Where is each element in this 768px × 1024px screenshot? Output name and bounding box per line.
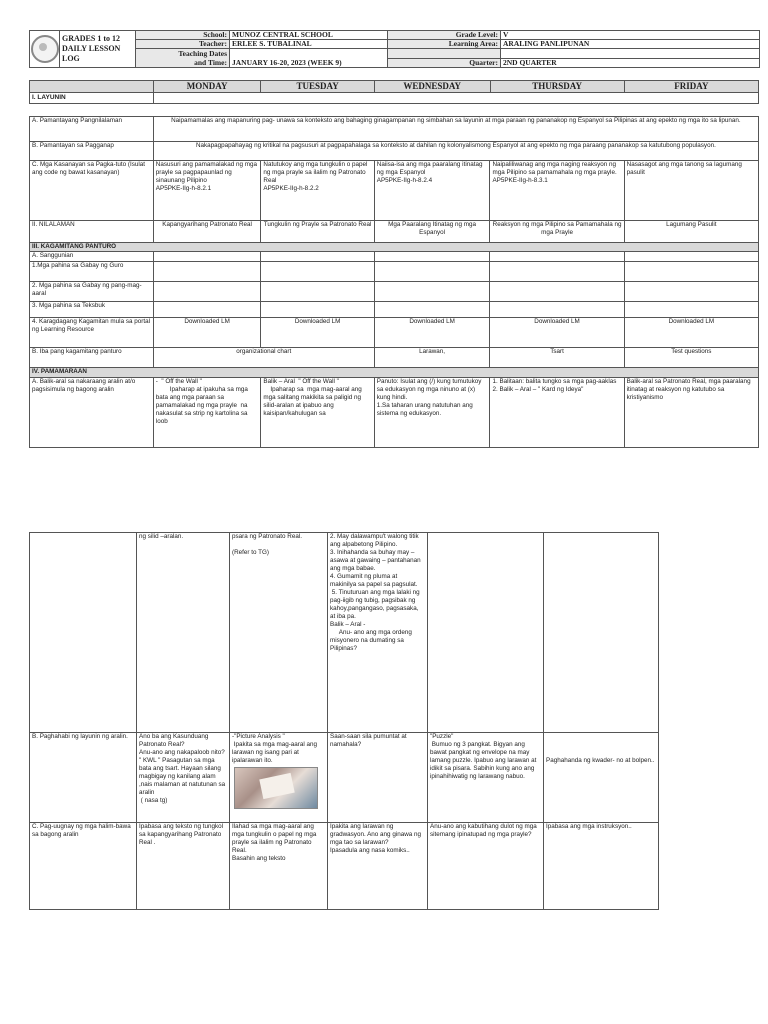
iba-pang-kagamitan-monday: organizational chart <box>153 348 374 368</box>
downloaded-lm-tuesday: Downloaded LM <box>261 318 374 348</box>
paghahabi-thursday: "Puzzle" Bumuo ng 3 pangkat. Bigyan ang bawat pangkat ng envelope na may lamang puzzle. Ipabuo ang larawan at idikit sa pisara. Sabihin kung ano ang ipinahihiwatig ng larawang nabuo. <box>428 733 544 823</box>
iba-pang-kagamitan-wednesday: Larawan, <box>374 348 490 368</box>
day-friday: FRIDAY <box>624 81 758 93</box>
continued-tuesday: psara ng Patronato Real. (Refer to TG) <box>230 533 328 733</box>
continued-monday: ng silid –aralan. <box>137 533 230 733</box>
nilalaman-wednesday: Mga Paaralang Itinatag ng mga Espanyol <box>374 221 490 243</box>
karagdagang-kagamitan-label: 4. Karagdagang Kagamitan mula sa portal ng Learning Resource <box>30 318 154 348</box>
pamamaraan-heading: IV. PAMAMARAAN <box>30 368 759 378</box>
paghahabi-wednesday: Saan-saan sila pumuntat at namahala? <box>328 733 428 823</box>
balik-aral-label: A. Balik-aral sa nakaraang aralin at/o pagsisimula ng bagong aralin <box>30 378 154 448</box>
gabay-guro-label: 1.Mga pahina sa Gabay ng Guro <box>30 262 154 282</box>
balik-aral-monday: - " Off the Wall " Ipaharap at ipakuha sa mga bata ang mga paraan sa pamamalakad ng mga prayle na nakasulat sa strip ng kartolina sa loob <box>153 378 261 448</box>
teacher-value: ERLEE S. TUBALINAL <box>230 40 388 49</box>
quarter-label: Quarter: <box>388 58 501 68</box>
kasanayan-friday: Nasasagot ang mga tanong sa lagumang pasulit <box>624 161 758 221</box>
layunin-blank <box>153 93 758 104</box>
day-tuesday: TUESDAY <box>261 81 374 93</box>
nilalaman-tuesday: Tungkulin ng Prayle sa Patronato Real <box>261 221 374 243</box>
kasanayan-wednesday: Naiisa-isa ang mga paaralang itinatag ng mga Espanyol AP5PKE-IIg-h-8.2.4 <box>374 161 490 221</box>
pamantayan-pagganap-text: Nakapagpapahayag ng kritikal na pagsusuri at pagpapahalaga sa konteksto at dahilan ng kolonyalismong Espanyol at ang epekto ng mga paraang pananakop sa katutubong populasyon. <box>153 142 758 161</box>
grade-level-value: V <box>501 31 760 40</box>
balik-aral-friday: Balik-aral sa Patronato Real, mga paaralang itinatag at reaksyon ng katutubo sa kristiyanismo <box>624 378 758 448</box>
lesson-grid-part1 <box>29 110 759 448</box>
iba-pang-kagamitan-friday: Test questions <box>624 348 758 368</box>
day-monday: MONDAY <box>153 81 261 93</box>
downloaded-lm-wednesday: Downloaded LM <box>374 318 490 348</box>
pag-uugnay-tuesday: Ilahad sa mga mag-aaral ang mga tungkulin o papel ng mga prayle sa ilalim ng Patronato Real. Basahin ang teksto <box>230 823 328 910</box>
kasanayan-thursday: Naipaliliwanag ang mga naging reaksyon ng mga Pilipino sa pamamahala ng mga prayle. AP5PKE-IIg-h-8.3.1 <box>490 161 624 221</box>
pamantayang-pangnilalaman-label: A. Pamantayang Pangnilalaman <box>30 117 154 142</box>
priest-picture-image <box>234 767 318 809</box>
program-line-1: GRADES 1 to 12 <box>62 34 121 43</box>
deped-seal-icon <box>31 35 59 63</box>
nilalaman-thursday: Reaksyon ng mga Pilipino sa Pamamahala ng mga Prayle <box>490 221 624 243</box>
school-label: School: <box>136 31 230 40</box>
continued-label <box>30 533 137 733</box>
gabay-mag-aaral-label: 2. Mga pahina sa Gabay ng pang-mag-aaral <box>30 282 154 302</box>
nilalaman-label: II. NILALAMAN <box>30 221 154 243</box>
day-wednesday: WEDNESDAY <box>374 81 490 93</box>
layunin-heading: I. LAYUNIN <box>30 93 154 104</box>
paghahabi-friday: Paghahanda ng kwader- no at bolpen.. <box>544 733 659 823</box>
teksbuk-label: 3. Mga pahina sa Teksbuk <box>30 302 154 318</box>
blank-corner <box>30 81 154 93</box>
teacher-label: Teacher: <box>136 40 230 49</box>
kasanayan-tuesday: Natutukoy ang mga tungkulin o papel ng mga prayle sa ilalim ng Patronato Real AP5PKE-IIg-h-8.2.2 <box>261 161 374 221</box>
quarter-spacer-value <box>501 49 760 59</box>
days-header-table <box>29 80 759 104</box>
header-table <box>29 30 760 68</box>
continued-wednesday: 2. May dalawampu't walong titik ang alpabetong Pilipino. 3. Inihahanda sa buhay may –asawa at gawaing – pantahanan ang mga babae. 4. Gumamit ng pluma at makinilya sa papel sa pagsulat. 5. Tinuturuan ang mga lalaki ng pag-iigib ng tubig, pagsibak ng kahoy,pangangaso, pagsasaka, at iba pa. Balik – Aral - Anu- ano ang mga ordeng misyonero na dumating sa Pilipinas? <box>328 533 428 733</box>
quarter-value: 2ND QUARTER <box>501 58 760 68</box>
paghahabi-monday: Ano ba ang Kasunduang Patronato Real? Anu-ano ang nakapaloob nito? " KWL " Pasagutan sa mga bata ang tsart. Hayaan silang magbigay ng kanilang alam ,nais malaman at natutunan sa aralin ( nasa tg) <box>137 733 230 823</box>
pag-uugnay-wednesday: Ipakita ang larawan ng gradwasyon. Ano ang ginawa ng mga tao sa larawan? Ipasadula ang nasa komiks.. <box>328 823 428 910</box>
quarter-spacer <box>388 49 501 59</box>
pamantayan-pagganap-label: B. Pamantayan sa Pagganap <box>30 142 154 161</box>
kasanayan-monday: Nasusuri ang pamamalakad ng mga prayle sa pagpapaunlad ng sinaunang Pilipino AP5PKE-IIg-h-8.2.1 <box>153 161 261 221</box>
paghahabi-tuesday: -"Picture Analysis " Ipakita sa mga mag-aaral ang larawan ng isang pari at ipalarawan ito. <box>230 733 328 823</box>
school-value: MUNOZ CENTRAL SCHOOL <box>230 31 388 40</box>
kasanayan-label: C. Mga Kasanayan sa Pagka-tuto (Isulat ang code ng bawat kasanayan) <box>30 161 154 221</box>
pag-uugnay-friday: Ipabasa ang mga instruksyon.. <box>544 823 659 910</box>
pag-uugnay-label: C. Pag-uugnay ng mga halim-bawa sa bagong aralin <box>30 823 137 910</box>
kagamitang-panturo-heading: III. KAGAMITANG PANTURO <box>30 243 759 252</box>
grade-level-label: Grade Level: <box>388 31 501 40</box>
deped-seal-logo <box>30 31 60 68</box>
day-thursday: THURSDAY <box>490 81 624 93</box>
pag-uugnay-monday: Ipabasa ang teksto ng tungkol sa kapangyarihang Patronato Real . <box>137 823 230 910</box>
balik-aral-tuesday: Balik – Aral " Off the Wall " Ipaharap sa mga mag-aaral ang mga salitang makikita sa paligid ng silid-aralan at ipabuo ang kaisipan/kahulugan sa <box>261 378 374 448</box>
balik-aral-thursday: 1. Balitaan: balita tungko sa mga pag-aaklas 2. Balik – Aral – " Kard ng Ideya" <box>490 378 624 448</box>
teaching-dates-label: Teaching Dates and Time: <box>136 49 230 68</box>
continued-thursday <box>428 533 544 733</box>
pag-uugnay-thursday: Anu-ano ang kabutihang dulot ng mga sitemang ipinatupad ng mga prayle? <box>428 823 544 910</box>
paghahabi-layunin-label: B. Paghahabi ng layunin ng aralin. <box>30 733 137 823</box>
downloaded-lm-thursday: Downloaded LM <box>490 318 624 348</box>
teaching-dates-value: JANUARY 16-20, 2023 (WEEK 9) <box>230 49 388 68</box>
learning-area-label: Learning Area: <box>388 40 501 49</box>
downloaded-lm-monday: Downloaded LM <box>153 318 261 348</box>
nilalaman-monday: Kapangyarihang Patronato Real <box>153 221 261 243</box>
iba-pang-kagamitan-thursday: Tsart <box>490 348 624 368</box>
program-line-2: DAILY LESSON LOG <box>62 44 121 63</box>
nilalaman-friday: Lagumang Pasulit <box>624 221 758 243</box>
iba-pang-kagamitan-label: B. Iba pang kagamitang panturo <box>30 348 154 368</box>
program-title <box>60 31 136 68</box>
balik-aral-wednesday: Panuto: Isulat ang (/) kung tumutukoy sa edukasyon ng mga ninuno at (x) kung hindi. 1.Sa taharan urang natutuhan ang sistema ng edukasyon. <box>374 378 490 448</box>
pamantayang-pangnilalaman-text: Naipamamalas ang mapanuring pag- unawa sa konteksto ang bahaging ginagampanan ng simbahan sa layunin at mga paraan ng pananakop ng Espanyol sa Pilipinas at ang epekto ng mga ito sa lipunan. <box>153 117 758 142</box>
continued-friday <box>544 533 659 733</box>
learning-area-value: ARALING PANLIPUNAN <box>501 40 760 49</box>
downloaded-lm-friday: Downloaded LM <box>624 318 758 348</box>
lesson-grid-part2 <box>29 532 659 910</box>
sanggunian-label: A. Sanggunian <box>30 252 154 262</box>
